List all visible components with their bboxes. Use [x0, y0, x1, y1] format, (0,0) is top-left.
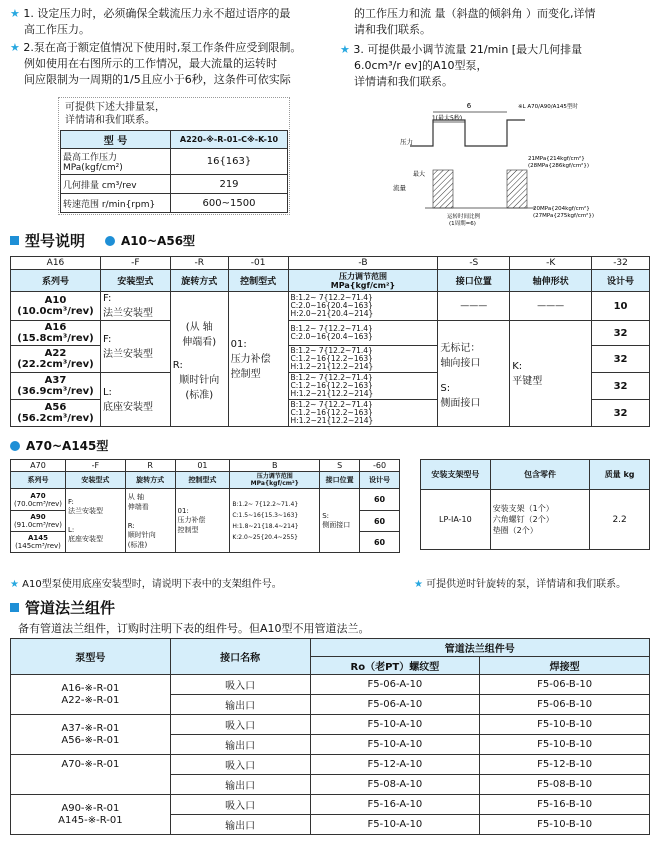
flange-port: 输出口 [170, 695, 310, 715]
diagram-label-phigh: 21MPa{214kgf/cm²} [528, 156, 585, 162]
mount-cell [100, 292, 170, 321]
mount-cell [100, 373, 170, 427]
footnote-ccw-text: 可提供逆时针旋转的泵，详情请和我们联系。 [426, 579, 627, 590]
header-cell: 系列号 [11, 472, 66, 489]
bracket-mass: 2.2 [590, 490, 650, 550]
note-3-text: 3. 可提供最小调节流量 21/min [最大几何排量 [353, 43, 583, 56]
spec-label: 转速范围 r/min{rpm} [61, 194, 171, 213]
note-3-line3: 详情请和我们联系。 [354, 75, 453, 88]
bracket-parts [490, 490, 590, 550]
spec-value: 16{163} [171, 149, 288, 175]
code-cell: -01 [228, 257, 288, 270]
model-table-a10-a56 [10, 256, 650, 427]
code-cell: S [320, 460, 360, 472]
design-cell: 60 [360, 489, 400, 511]
pressure-line: C:2.0~16{20.4~163} [290, 332, 373, 341]
model-table-a70-a145 [10, 459, 400, 553]
diagram-label-ratio: 运转时间比例 [447, 214, 481, 220]
flange-pump-cell [11, 755, 171, 795]
rotation-text2: (标准) [127, 540, 148, 549]
section1-title-text: 型号说明 [25, 232, 86, 250]
pressure-line: H:1.2~21{12.2~214} [290, 389, 374, 398]
diagram-label-maxtime: 1(最大5秒) [431, 115, 463, 122]
flange-header-thread: Ro（老PT）螺纹型 [310, 657, 480, 675]
control-text: 压力补偿 [230, 353, 271, 365]
star-icon: ★ [10, 41, 20, 54]
note-2-line4: 的工作压力和流 量（斜盘的倾斜角 ）而变化,详情 [354, 7, 596, 20]
code-cell: -R [170, 257, 228, 270]
diagram-label-plow2: (27MPa{275kgf/cm²}) [533, 213, 595, 219]
square-bullet-icon [10, 236, 19, 245]
diagram-label-flow: 流量 [393, 184, 406, 192]
flange-port: 输出口 [170, 815, 310, 835]
series-cell [11, 346, 101, 373]
mount-text: 法兰安装型 [102, 308, 153, 319]
pressure-cell [288, 321, 438, 346]
flange-weld: F5-10-B-10 [480, 735, 650, 755]
star-icon: ★ [340, 43, 350, 56]
port-cell [438, 321, 510, 427]
header-cell: 旋转方式 [170, 270, 228, 292]
design-cell: 32 [592, 346, 650, 373]
series-cell [11, 321, 101, 346]
series-disp: (10.0cm³/rev) [17, 306, 94, 317]
pressure-line: C:2.0~16{20.4~163} [290, 301, 373, 310]
diagram-label-plow: 20MPa{204kgf/cm²} [533, 206, 590, 212]
header-cell: 接口位置 [438, 270, 510, 292]
spec-value: 219 [171, 175, 288, 194]
star-icon: ★ [414, 579, 423, 590]
spec-intro-line2: 详情请和我们联系。 [65, 115, 155, 126]
flange-weld: F5-12-B-10 [480, 755, 650, 775]
rotation-note: 从 轴 [127, 492, 144, 501]
port-s: S: [440, 382, 451, 394]
pressure-line: H:1.2~21{12.2~214} [290, 362, 374, 371]
flange-header-group: 管道法兰组件号 [310, 639, 649, 657]
section1-subtitle: A10~A56型 [121, 234, 196, 248]
mount-code: F: [67, 497, 74, 506]
code-cell: -B [288, 257, 438, 270]
control-text2: 控制型 [230, 368, 261, 380]
series-name: A10 [44, 295, 67, 306]
note-2-line3: 间应限制为一周期的1/5且应小于6秒，这条件可依实际 [24, 73, 291, 86]
control-text: 压力补偿 [177, 515, 206, 524]
flange-port: 吸入口 [170, 795, 310, 815]
flange-pump-cell [11, 795, 171, 835]
flange-port: 输出口 [170, 735, 310, 755]
flange-thread: F5-10-A-10 [310, 715, 480, 735]
section2-subtitle: A70~A145型 [26, 439, 109, 453]
pressure-line: H:1.2~21{12.2~214} [290, 416, 374, 425]
note-2-text: 2.泵在高于额定值情况下使用时,泵工作条件应受到限制。 [23, 41, 302, 54]
bracket-table [420, 459, 650, 550]
pressure-line: C:1.2~16{12.2~163} [290, 408, 373, 417]
pressure-line: B:1.2~ 7{12.2~71.4} [290, 373, 373, 382]
pressure-line: H:2.0~21{20.4~214} [290, 309, 374, 318]
pressure-curve [410, 120, 525, 146]
mount-text: 底座安装型 [67, 534, 103, 543]
design-cell: 60 [360, 532, 400, 553]
dot-bullet-icon [105, 236, 115, 246]
series-name: A37 [44, 375, 67, 386]
flange-header-pump: 泵型号 [11, 639, 171, 675]
flange-thread: F5-08-A-10 [310, 775, 480, 795]
flow-block [433, 170, 453, 208]
flange-weld: F5-06-B-10 [480, 695, 650, 715]
section2-title [10, 437, 108, 454]
flange-pump-cell [11, 715, 171, 755]
spec-intro [59, 98, 289, 130]
code-cell: -K [510, 257, 592, 270]
flange-weld: F5-06-B-10 [480, 675, 650, 695]
header-cell: 压力调节范围 MPa{kgf/cm²} [230, 472, 320, 489]
flange-header-port: 接口名称 [170, 639, 310, 675]
mount-code: F: [102, 333, 112, 345]
series-cell [11, 292, 101, 321]
flange-pump: A145-※-R-01 [58, 814, 123, 826]
flange-weld: F5-10-B-10 [480, 715, 650, 735]
pressure-line: B:1.2~ 7{12.2~71.4} [290, 293, 373, 302]
shaft-k: K: [512, 360, 523, 372]
note-2-line2: 例如使用在右图所示的工作情况，最大流量的运转时 [24, 57, 277, 70]
series-name: A56 [44, 402, 67, 413]
series-name: A22 [44, 348, 67, 359]
design-cell: 32 [592, 373, 650, 400]
rotation-text: 顺时针向 [127, 530, 156, 539]
header-cell: 旋转方式 [125, 472, 175, 489]
shaft-k2: 平键型 [512, 375, 543, 387]
series-cell [11, 511, 66, 532]
mount-text: 底座安装型 [102, 401, 153, 413]
code-cell: A16 [11, 257, 101, 270]
section3-desc: 备有管道法兰组件，订购时注明下表的组件号。但A10型不用管道法兰。 [18, 622, 370, 635]
diagram-label-phigh2: (28MPa{286kgf/cm²}) [528, 163, 590, 169]
code-cell: R [125, 460, 175, 472]
star-icon: ★ [10, 579, 19, 590]
header-cell: 安装型式 [65, 472, 125, 489]
control-cell [228, 292, 288, 427]
design-cell: 32 [592, 400, 650, 427]
flange-pump: A90-※-R-01 [61, 802, 120, 814]
control-text2: 控制型 [177, 525, 199, 534]
header-cell: 设计号 [360, 472, 400, 489]
flange-pump: A56-※-R-01 [61, 734, 120, 746]
header-cell: 控制型式 [175, 472, 230, 489]
pressure-cell [288, 346, 438, 373]
port-none: 无标记： [440, 342, 481, 354]
flange-port: 吸入口 [170, 755, 310, 775]
duty-cycle-diagram [385, 98, 615, 228]
bracket-header: 质量 kg [590, 460, 650, 490]
mount-cell [65, 489, 125, 553]
rotation-text: 顺时针向 [179, 374, 220, 386]
code-cell: A70 [11, 460, 66, 472]
flange-port: 吸入口 [170, 715, 310, 735]
diagram-label-ratio2: (1周期=6) [449, 221, 476, 227]
pressure-line: H:1.8~21{18.4~214} [232, 522, 299, 530]
flange-port: 吸入口 [170, 675, 310, 695]
series-disp: (36.9cm³/rev) [17, 386, 94, 397]
port-s2: 侧面接口 [440, 397, 481, 409]
pressure-cell [288, 373, 438, 400]
port-cell [320, 489, 360, 553]
mount-code: F: [102, 293, 112, 304]
flange-thread: F5-16-A-10 [310, 795, 480, 815]
note-2-continued [340, 6, 650, 38]
series-cell [11, 373, 101, 400]
pressure-cell [288, 400, 438, 427]
rotation-note: (从 轴 [185, 321, 213, 333]
spec-value: 600~1500 [171, 194, 288, 213]
flange-thread: F5-10-A-10 [310, 735, 480, 755]
mount-code: L: [67, 525, 75, 534]
series-name: A16 [44, 322, 67, 333]
shaft-cell [510, 321, 592, 427]
note-1 [10, 6, 310, 38]
bracket-part: 垫圈（2个） [492, 526, 538, 535]
flange-thread: F5-06-A-10 [310, 695, 480, 715]
pressure-line: C:1.2~16{12.2~163} [290, 354, 373, 363]
section3-title-text: 管道法兰组件 [25, 599, 116, 617]
dot-bullet-icon [10, 441, 20, 451]
flange-table [10, 638, 650, 835]
design-cell: 10 [592, 292, 650, 321]
spec-intro-line1: 可提供下述大排量泵， [65, 102, 165, 113]
note-1-text: 1. 设定压力时，必须确保全载流压力永不超过语序的最 [23, 7, 291, 20]
spec-label: 几何排量 cm³/rev [61, 175, 171, 194]
bracket-part: 安装支架（1个） [492, 504, 554, 513]
header-cell: 接口位置 [320, 472, 360, 489]
flange-pump: A37-※-R-01 [61, 722, 120, 734]
series-name: A145 [27, 534, 48, 542]
series-disp: (56.2cm³/rev) [17, 413, 94, 424]
mount-text: 法兰安装型 [67, 506, 103, 515]
note-3 [340, 42, 650, 90]
star-icon: ★ [10, 7, 20, 20]
pressure-line: B:1.2~ 7{12.2~71.4} [232, 500, 299, 508]
header-cell: 设计号 [592, 270, 650, 292]
header-cell: 轴伸形状 [510, 270, 592, 292]
series-cell [11, 532, 66, 553]
diagram-label-pressure: 压力 [400, 138, 413, 146]
pressure-line: B:1.2~ 7{12.2~71.4} [290, 400, 373, 409]
diagram-label-max: 最大 [413, 171, 426, 178]
series-name: A90 [30, 513, 46, 521]
bracket-model: LP-IA-10 [421, 490, 491, 550]
footnote-a10 [10, 575, 282, 590]
bracket-header: 包含零件 [490, 460, 590, 490]
footnote-a10-text: A10型泵使用底座安装型时，请说明下表中的支架组件号。 [22, 579, 282, 590]
code-cell: -60 [360, 460, 400, 472]
footnote-ccw [414, 575, 626, 590]
spec-box [58, 97, 290, 215]
rotation-code: R: [172, 359, 183, 371]
series-disp: (15.8cm³/rev) [17, 333, 94, 344]
rotation-cell [125, 489, 175, 553]
shaft-dash: ——— [510, 292, 592, 321]
header-cell: 控制型式 [228, 270, 288, 292]
flange-thread: F5-12-A-10 [310, 755, 480, 775]
pressure-cell [230, 489, 320, 553]
rotation-cell [170, 292, 228, 427]
series-disp: (91.0cm³/rev) [13, 521, 63, 529]
note-2 [10, 40, 310, 88]
pressure-line: B:1.2~ 7{12.2~71.4} [290, 346, 373, 355]
flange-pump: A22-※-R-01 [61, 694, 120, 706]
series-cell [11, 489, 66, 511]
flange-header-weld: 焊接型 [480, 657, 650, 675]
flange-pump-cell [11, 675, 171, 715]
design-cell: 60 [360, 511, 400, 532]
mount-cell [100, 321, 170, 373]
section3-title [10, 597, 115, 618]
spec-header-value: A220-※-R-01-C※-K-10 [171, 131, 288, 149]
port-s2: 侧面接口 [322, 520, 351, 529]
flange-weld: F5-16-B-10 [480, 795, 650, 815]
control-code: 01: [177, 506, 189, 515]
pressure-cell [288, 292, 438, 321]
pressure-line: C:1.2~16{12.2~163} [290, 381, 373, 390]
port-dash: ——— [438, 292, 510, 321]
diagram-label-series: ※L A70/A90/A145型时 [518, 104, 578, 110]
rotation-code: R: [127, 521, 135, 530]
spec-header-model: 型 号 [61, 131, 171, 149]
flange-thread: F5-06-A-10 [310, 675, 480, 695]
series-disp: (22.2cm³/rev) [17, 359, 94, 370]
control-code: 01: [230, 338, 247, 350]
flow-block [507, 170, 527, 208]
flange-thread: F5-10-A-10 [310, 815, 480, 835]
spec-label: 最高工作压力MPa(kgf/cm²) [61, 149, 171, 175]
code-cell: -32 [592, 257, 650, 270]
flange-pump: A70-※-R-01 [61, 759, 120, 770]
series-disp: (145cm³/rev) [15, 542, 61, 550]
mount-text: 法兰安装型 [102, 348, 153, 360]
code-cell: -S [438, 257, 510, 270]
code-cell: -F [65, 460, 125, 472]
pressure-line: K:2.0~25{20.4~255} [232, 533, 298, 541]
rotation-text2: (标准) [185, 389, 214, 401]
flange-port: 输出口 [170, 775, 310, 795]
square-bullet-icon [10, 603, 19, 612]
series-disp: (70.0cm³/rev) [13, 499, 63, 508]
rotation-note: 伸端看 [127, 502, 149, 511]
code-cell: -F [100, 257, 170, 270]
mount-code: L: [102, 386, 112, 398]
header-cell: 压力调节范围 MPa{kgf/cm²} [288, 270, 438, 292]
spec-table [60, 130, 288, 213]
code-cell: 01 [175, 460, 230, 472]
header-cell: 系列号 [11, 270, 101, 292]
bracket-header: 安装支架型号 [421, 460, 491, 490]
bracket-part: 六角螺钉（2个） [492, 515, 554, 524]
flange-pump: A16-※-R-01 [61, 682, 120, 694]
series-cell [11, 400, 101, 427]
pressure-line: C:1.5~16{15.3~163} [232, 511, 299, 519]
control-cell [175, 489, 230, 553]
flange-weld: F5-10-B-10 [480, 815, 650, 835]
port-s: S: [322, 511, 330, 520]
design-cell: 32 [592, 321, 650, 346]
pressure-line: B:1.2~ 7{12.2~71.4} [290, 324, 373, 333]
code-cell: B [230, 460, 320, 472]
rotation-note: 伸端看) [182, 336, 217, 348]
series-name: A70 [30, 491, 46, 500]
flange-weld: F5-08-B-10 [480, 775, 650, 795]
port-none2: 轴向接口 [440, 357, 481, 369]
header-cell: 安装型式 [100, 270, 170, 292]
note-1-line2: 高工作压力。 [24, 23, 90, 36]
diagram-label-time: 6 [466, 102, 472, 110]
note-2-line5: 请和我们联系。 [354, 23, 431, 36]
note-3-line2: 6.0cm³/r ev]的A10型泵， [354, 59, 488, 72]
section1-title [10, 230, 195, 251]
